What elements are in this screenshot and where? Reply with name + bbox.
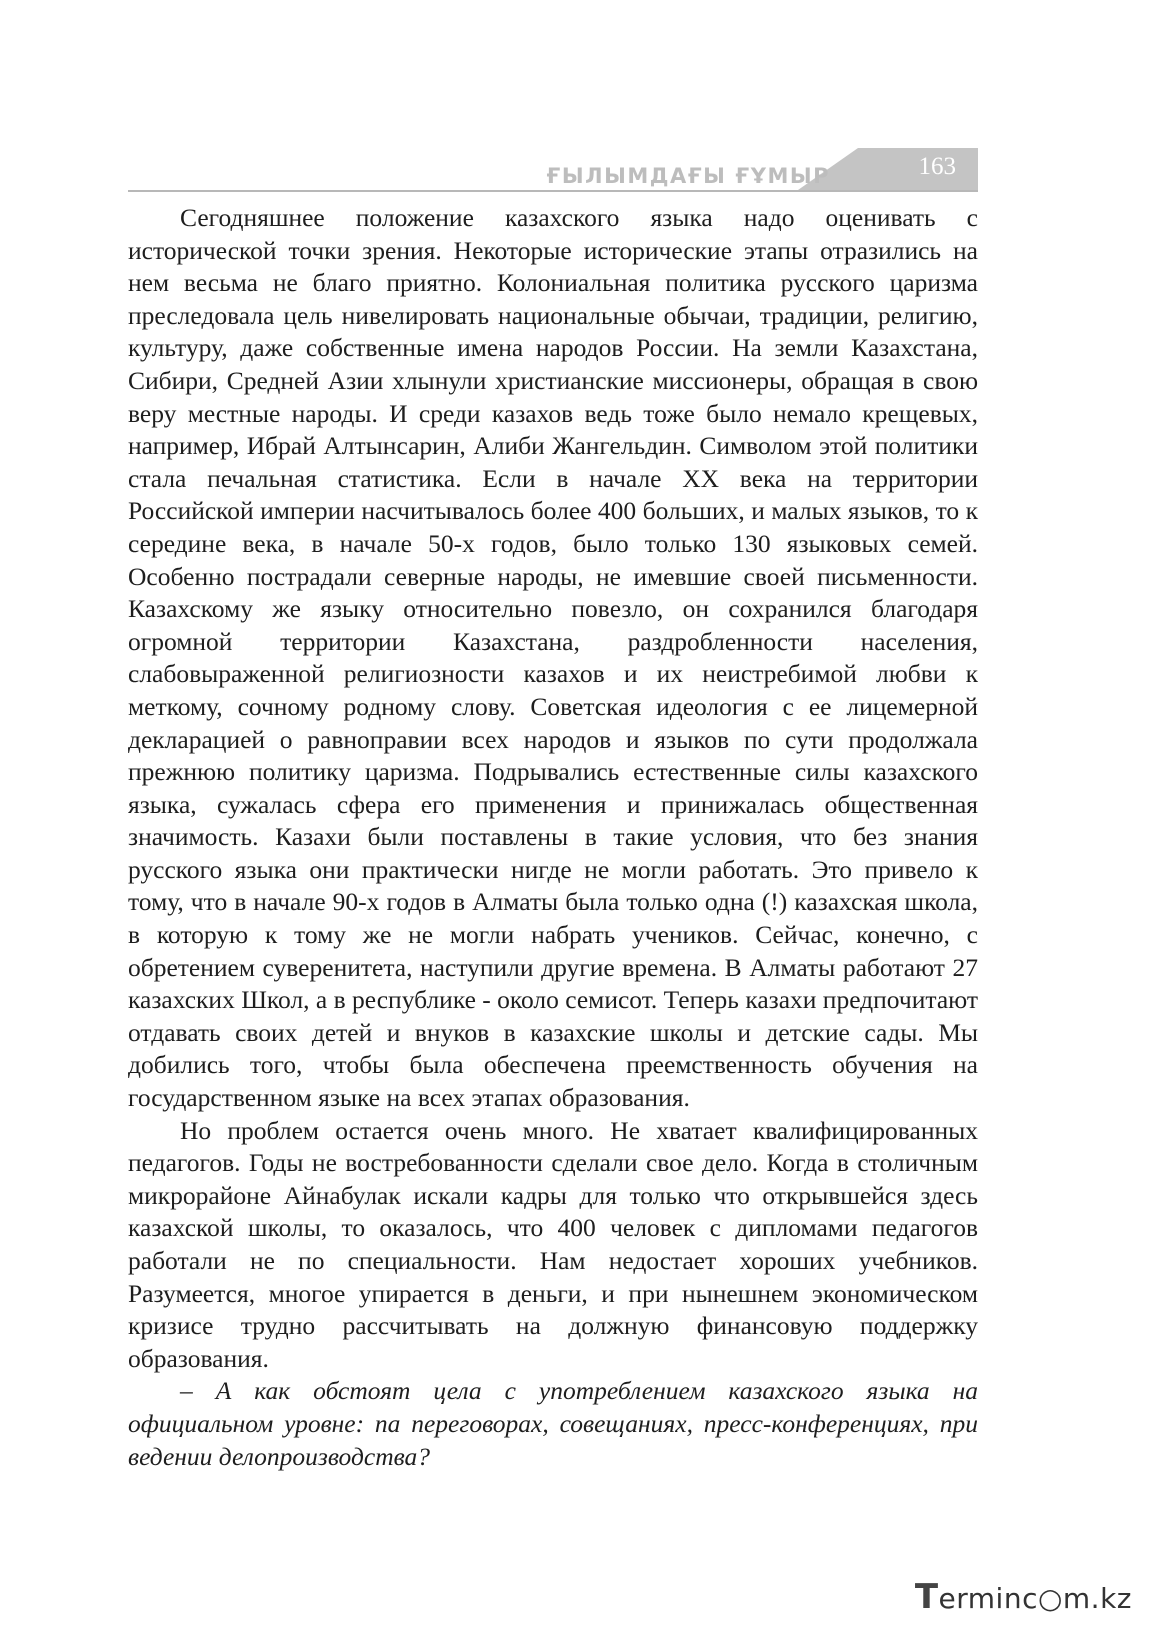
page-number: 163 xyxy=(918,153,956,180)
watermark-o-icon: ○ xyxy=(1037,1582,1063,1615)
watermark-t: T xyxy=(914,1577,939,1617)
watermark-tail: m.kz xyxy=(1062,1582,1132,1615)
running-header xyxy=(128,148,978,196)
paragraph-2: Но проблем остается очень много. Не хватает квалифицированных педагогов. Годы не востребованности сделали свое дело. Когда в столичным микрорайоне Айнабулак искали кадры для только что открывшейся здесь казахской школы, то оказалось, что 400 человек с дипломами педагогов работали не по специальности. Нам недостает хороших учебников. Разумеется, многое упирается в деньги, и при нынешнем экономическом кризисе трудно рассчитывать на должную финансовую поддержку образования. xyxy=(128,1115,978,1373)
termincom-watermark xyxy=(915,1577,1132,1617)
header-rule xyxy=(128,190,978,192)
body-text xyxy=(128,202,978,1473)
interview-question: – А как обстоят цела с употреблением казахского языка на официальном уровне: па переговорах, совещаниях, пресс-конференциях, при ведении делопроизводства? xyxy=(128,1376,978,1471)
paragraph-1: Сегодняшнее положение казахского языка надо оценивать с исторической точки зрения. Некоторые исторические этапы отразились на нем весьма не благо приятно. Колониальная политика русского царизма преследовала цель нивелировать национальные обычаи, традиции, религию, культуру, даже собственные имена народов России. На земли Казахстана, Сибири, Средней Азии хлынули христианские миссионеры, обращая в свою веру местные народы. И среди казахов ведь тоже было немало крещевых, например, Ибрай Алтынсарин, Алиби Жангельдин. Символом этой политики стала печальная статистика. Если в начале XX века на территории Российской империи насчитывалось более 400 больших, и малых языков, то к середине века, в начале 50-х годов, было только 130 языковых семей. Особенно пострадали северные народы, не имевшие своей письменности. Казахскому же языку относительно повезло, он сохранился благодаря огромной территории Казахстана, раздробленности населения, слабовыраженной религиозности казахов и их неистребимой любви к меткому, сочному родному слову. Советская идеология с ее лицемерной декларацией о равноправии всех народов и языков по сути продолжала прежнюю политику царизма. Подрывались естественные силы казахского языка, сужалась сфера его применения и принижалась общественная значимость. Казахи были поставлены в такие условия, что без знания русского языка они практически нигде не могли работать. Это привело к тому, что в начале 90-х годов в Алматы была только одна (!) казахская школа, в которую к тому же не могли набрать учеников. Сейчас, конечно, с обретением суверенитета, наступили другие времена. В Алматы работают 27 казахских Школ, а в республике - около семисот. Теперь казахи предпочитают отдавать своих детей и внуков в казахские школы и детские сады. Мы добились того, чтобы была обеспечена преемственность обучения на государственном языке на всех этапах образования. xyxy=(128,203,978,1113)
running-header-title: ҒЫЛЫМДАҒЫ ҒҰМЫР xyxy=(546,164,830,188)
watermark-text: erminc xyxy=(938,1582,1038,1615)
